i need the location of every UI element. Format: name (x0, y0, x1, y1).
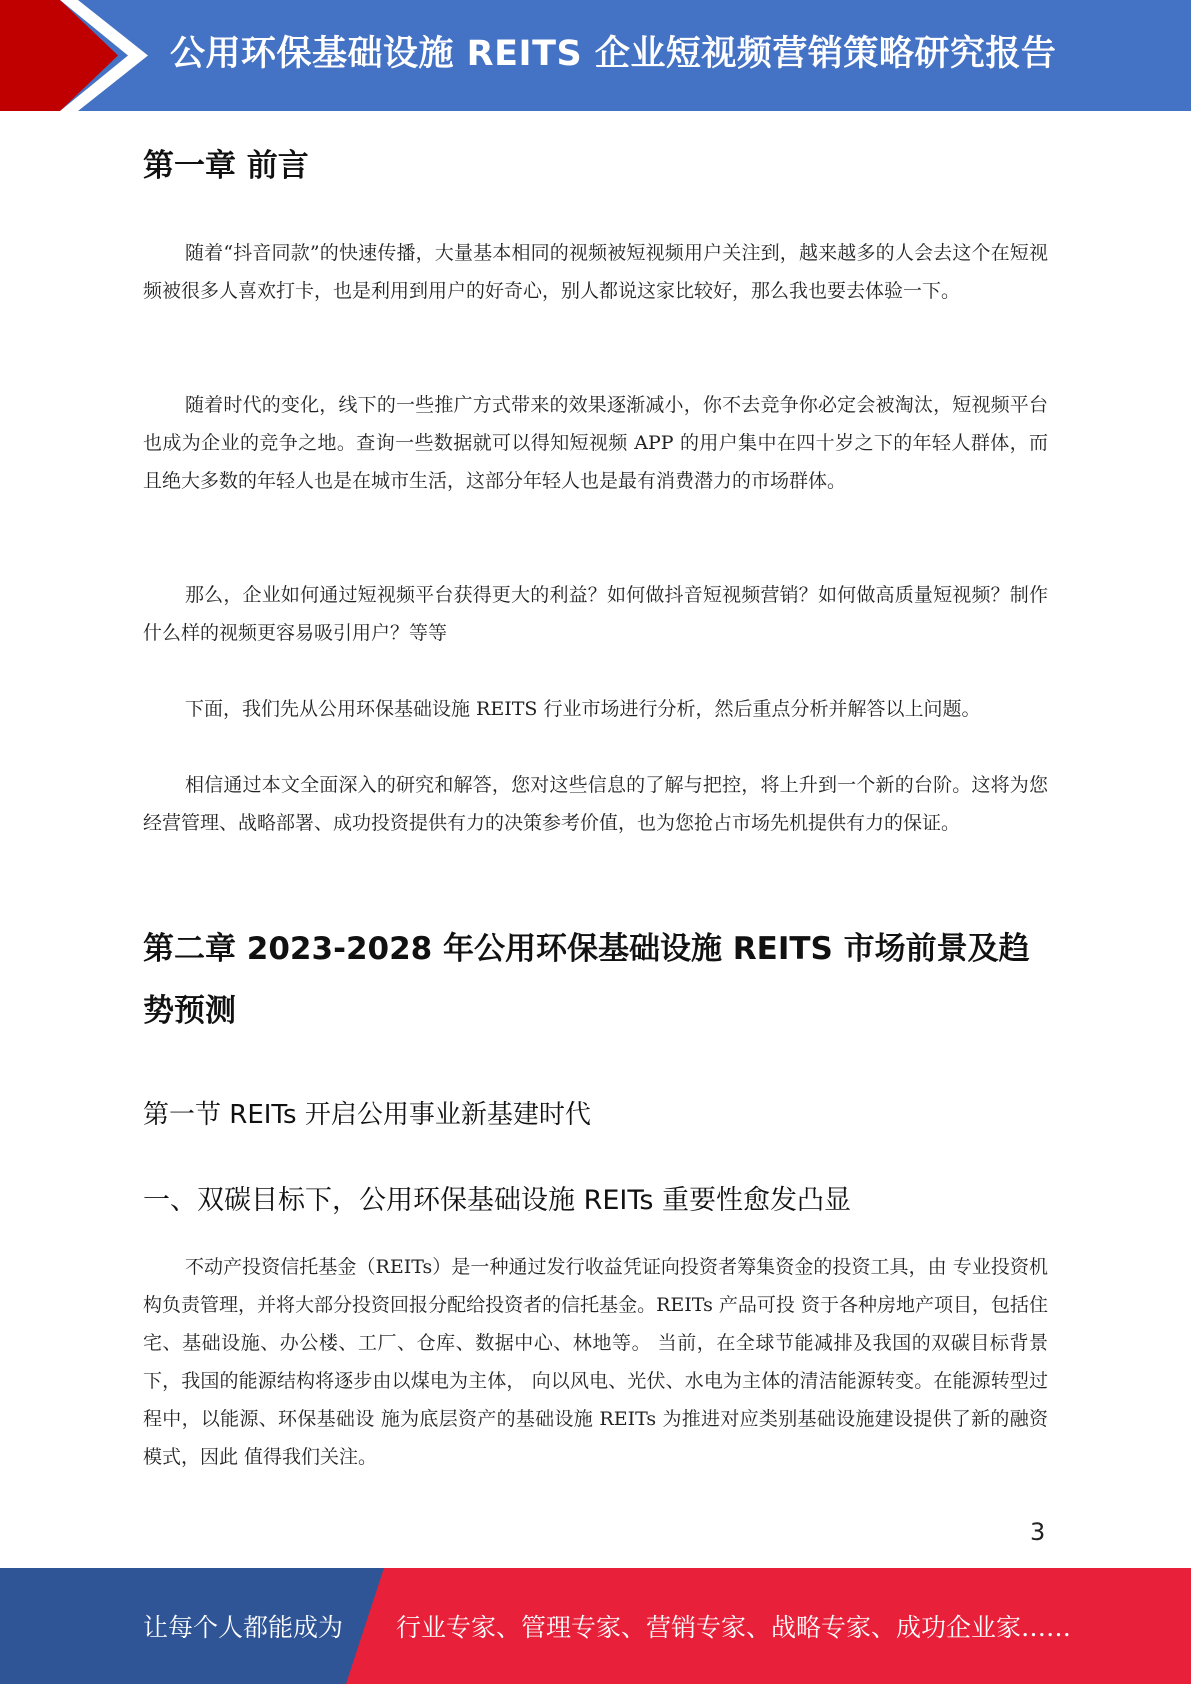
chapter-1-paragraph-3: 那么，企业如何通过短视频平台获得更大的利益？如何做抖音短视频营销？如何做高质量短视频？制作什么样的视频更容易吸引用户？等等 (143, 584, 1048, 644)
chapter-1-paragraph-5: 相信通过本文全面深入的研究和解答，您对这些信息的了解与把控，将上升到一个新的台阶。这将为您经营管理、战略部署、成功投资提供有力的决策参考价值，也为您抢占市场先机提供有力的保证。 (143, 774, 1048, 834)
subsection-1-title: 一、双碳目标下，公用环保基础设施 REITs 重要性愈发凸显 (143, 1185, 852, 1216)
page-header (0, 0, 1191, 111)
chapter-1-paragraph-4: 下面，我们先从公用环保基础设施 REITS 行业市场进行分析，然后重点分析并解答以上问题。 (185, 698, 981, 720)
section-1-title: 第一节 REITs 开启公用事业新基建时代 (143, 1100, 591, 1130)
page-footer (0, 1568, 1191, 1684)
report-title: 公用环保基础设施 REITS 企业短视频营销策略研究报告 (170, 34, 1057, 74)
chapter-1-paragraph-1: 随着“抖音同款”的快速传播，大量基本相同的视频被短视频用户关注到，越来越多的人会去这个在短视频被很多人喜欢打卡，也是利用到用户的好奇心，别人都说这家比较好，那么我也要去体验一下。 (143, 242, 1048, 302)
chapter-2-title: 第二章 2023-2028 年公用环保基础设施 REITS 市场前景及趋势预测 (143, 931, 1030, 1029)
header-chevron-decoration (0, 0, 160, 111)
footer-slogan-left: 让每个人都能成为 (143, 1613, 344, 1642)
chapter-1-paragraph-2: 随着时代的变化，线下的一些推广方式带来的效果逐渐减小，你不去竞争你必定会被淘汰，短视频平台也成为企业的竞争之地。查询一些数据就可以得知短视频 APP 的用户集中在四十岁之下的年轻人群体，而且绝大多数的年轻人也是在城市生活，这部分年轻人也是最有消费潜力的市场群体。 (143, 394, 1048, 492)
footer-slogan-right: 行业专家、管理专家、营销专家、战略专家、成功企业家…… (396, 1613, 1072, 1642)
chapter-1-title: 第一章 前言 (143, 148, 309, 184)
chapter-2-paragraph: 不动产投资信托基金（REITs）是一种通过发行收益凭证向投资者筹集资金的投资工具，由 专业投资机构负责管理，并将大部分投资回报分配给投资者的信托基金。REITs 产品可投 资于各种房地产项目，包括住宅、基础设施、办公楼、工厂、仓库、数据中心、林地等。 当前，在全球节能减排及我国的双碳目标背景下，我国的能源结构将逐步由以煤电为主体， 向以风电、光伏、水电为主体的清洁能源转变。在能源转型过程中，以能源、环保基础设 施为底层资产的基础设施 REITs 为推进对应类别基础设施建设提供了新的融资模式，因此 值得我们关注。 (143, 1256, 1048, 1468)
page-number: 3 (1030, 1518, 1046, 1546)
